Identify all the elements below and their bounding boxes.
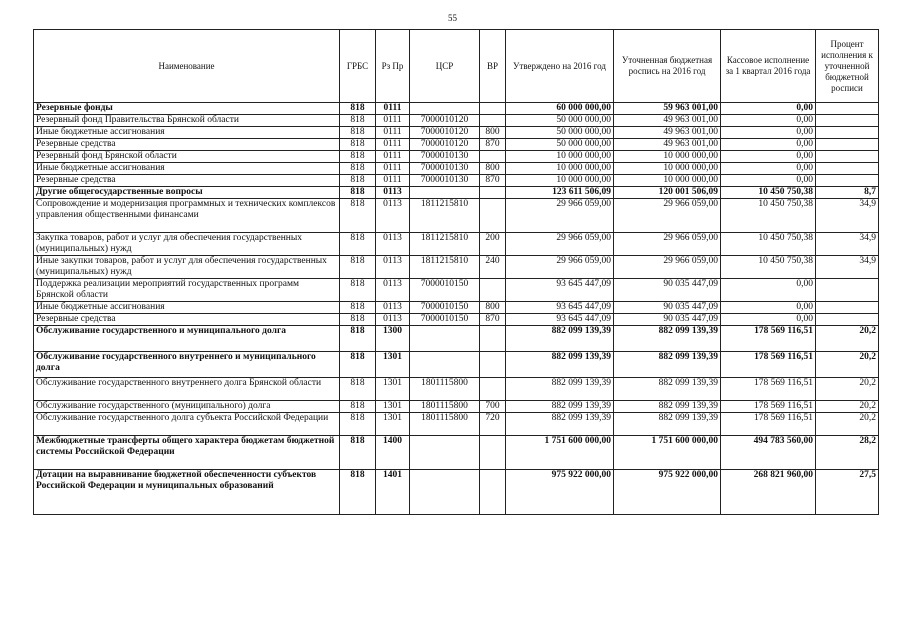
- cell-revised: 29 966 059,00: [614, 256, 721, 279]
- cell-percent: 8,7: [816, 187, 879, 199]
- cell-percent: 34,9: [816, 199, 879, 233]
- cell-approved: 29 966 059,00: [506, 199, 614, 233]
- header-row: [34, 30, 879, 103]
- cell-grbs: 818: [340, 401, 376, 413]
- cell-grbs: 818: [340, 352, 376, 378]
- cell-csr: 7000010130: [410, 163, 480, 175]
- cell-csr: 1801115800: [410, 378, 480, 401]
- cell-percent: [816, 127, 879, 139]
- cell-percent: [816, 151, 879, 163]
- cell-revised: 49 963 001,00: [614, 127, 721, 139]
- table-row: [34, 187, 879, 199]
- cell-name: Дотации на выравнивание бюджетной обеспеченности субъектов Российской Федерации и муниципальных образований: [34, 470, 340, 515]
- cell-approved: 50 000 000,00: [506, 127, 614, 139]
- cell-grbs: 818: [340, 127, 376, 139]
- cell-name: Резервный фонд Брянской области: [34, 151, 340, 163]
- table-row: [34, 163, 879, 175]
- table-row: [34, 199, 879, 233]
- cell-percent: 20,2: [816, 378, 879, 401]
- col-header-percent: Процент исполнения к уточненной бюджетной росписи: [816, 30, 879, 103]
- cell-vr: 200: [480, 233, 506, 256]
- cell-approved: 93 645 447,09: [506, 302, 614, 314]
- table-row: [34, 151, 879, 163]
- cell-revised: 49 963 001,00: [614, 115, 721, 127]
- cell-rzpr: 0111: [376, 151, 410, 163]
- table-row: [34, 378, 879, 401]
- cell-name: Обслуживание государственного внутреннего и муниципального долга: [34, 352, 340, 378]
- cell-cash: 178 569 116,51: [721, 413, 816, 436]
- cell-grbs: 818: [340, 378, 376, 401]
- cell-vr: 870: [480, 175, 506, 187]
- cell-percent: [816, 175, 879, 187]
- table-row: [34, 413, 879, 436]
- cell-csr: [410, 352, 480, 378]
- cell-percent: 34,9: [816, 233, 879, 256]
- col-header-revised: Уточненная бюджетная роспись на 2016 год: [614, 30, 721, 103]
- cell-cash: 0,00: [721, 302, 816, 314]
- cell-name: Поддержка реализации мероприятий государственных программ Брянской области: [34, 279, 340, 302]
- cell-revised: 120 001 506,09: [614, 187, 721, 199]
- cell-vr: [480, 352, 506, 378]
- cell-rzpr: 0111: [376, 139, 410, 151]
- cell-revised: 1 751 600 000,00: [614, 436, 721, 470]
- cell-grbs: 818: [340, 175, 376, 187]
- cell-revised: 10 000 000,00: [614, 163, 721, 175]
- cell-percent: 28,2: [816, 436, 879, 470]
- cell-revised: 90 035 447,09: [614, 314, 721, 326]
- table-row: [34, 314, 879, 326]
- cell-vr: [480, 199, 506, 233]
- cell-percent: 20,2: [816, 413, 879, 436]
- cell-name: Другие общегосударственные вопросы: [34, 187, 340, 199]
- cell-vr: 720: [480, 413, 506, 436]
- col-header-name: Наименование: [34, 30, 340, 103]
- cell-percent: 20,2: [816, 401, 879, 413]
- col-header-grbs: ГРБС: [340, 30, 376, 103]
- cell-vr: [480, 103, 506, 115]
- cell-percent: [816, 302, 879, 314]
- cell-revised: 29 966 059,00: [614, 233, 721, 256]
- cell-grbs: 818: [340, 279, 376, 302]
- cell-approved: 60 000 000,00: [506, 103, 614, 115]
- table-row: [34, 175, 879, 187]
- cell-grbs: 818: [340, 413, 376, 436]
- table-row: [34, 302, 879, 314]
- cell-rzpr: 0111: [376, 127, 410, 139]
- cell-revised: 882 099 139,39: [614, 378, 721, 401]
- cell-vr: [480, 470, 506, 515]
- cell-name: Обслуживание государственного внутреннего долга Брянской области: [34, 378, 340, 401]
- cell-cash: 494 783 560,00: [721, 436, 816, 470]
- budget-execution-table: [33, 29, 879, 515]
- cell-rzpr: 0113: [376, 233, 410, 256]
- cell-cash: 0,00: [721, 314, 816, 326]
- cell-name: Обслуживание государственного (муниципального) долга: [34, 401, 340, 413]
- cell-csr: 7000010150: [410, 314, 480, 326]
- cell-revised: 59 963 001,00: [614, 103, 721, 115]
- table-body: [34, 103, 879, 515]
- cell-csr: 1811215810: [410, 233, 480, 256]
- page-number: 55: [448, 13, 457, 23]
- col-header-cash: Кассовое исполнение за 1 квартал 2016 года: [721, 30, 816, 103]
- cell-cash: 0,00: [721, 279, 816, 302]
- cell-approved: 93 645 447,09: [506, 279, 614, 302]
- cell-name: Межбюджетные трансферты общего характера бюджетам бюджетной системы Российской Федерации: [34, 436, 340, 470]
- cell-percent: [816, 139, 879, 151]
- cell-approved: 123 611 506,09: [506, 187, 614, 199]
- col-header-vr: ВР: [480, 30, 506, 103]
- table-row: [34, 470, 879, 515]
- cell-rzpr: 0113: [376, 187, 410, 199]
- cell-approved: 29 966 059,00: [506, 256, 614, 279]
- cell-approved: 50 000 000,00: [506, 139, 614, 151]
- cell-approved: 29 966 059,00: [506, 233, 614, 256]
- cell-grbs: 818: [340, 326, 376, 352]
- cell-revised: 882 099 139,39: [614, 352, 721, 378]
- cell-vr: [480, 151, 506, 163]
- cell-csr: 7000010130: [410, 175, 480, 187]
- cell-name: Обслуживание государственного долга субъекта Российской Федерации: [34, 413, 340, 436]
- cell-cash: 178 569 116,51: [721, 378, 816, 401]
- cell-vr: [480, 378, 506, 401]
- cell-rzpr: 0113: [376, 314, 410, 326]
- table-row: [34, 233, 879, 256]
- cell-approved: 93 645 447,09: [506, 314, 614, 326]
- cell-percent: [816, 163, 879, 175]
- table-row: [34, 401, 879, 413]
- cell-percent: 20,2: [816, 326, 879, 352]
- cell-name: Закупка товаров, работ и услуг для обеспечения государственных (муниципальных) нужд: [34, 233, 340, 256]
- cell-rzpr: 1401: [376, 470, 410, 515]
- cell-revised: 882 099 139,39: [614, 401, 721, 413]
- cell-grbs: 818: [340, 233, 376, 256]
- cell-csr: [410, 103, 480, 115]
- cell-rzpr: 0113: [376, 279, 410, 302]
- cell-cash: 0,00: [721, 175, 816, 187]
- cell-rzpr: 1301: [376, 378, 410, 401]
- cell-name: Резервные средства: [34, 175, 340, 187]
- cell-name: Сопровождение и модернизация программных и технических комплексов управления общественными финансами: [34, 199, 340, 233]
- cell-rzpr: 1301: [376, 352, 410, 378]
- cell-percent: 27,5: [816, 470, 879, 515]
- cell-revised: 975 922 000,00: [614, 470, 721, 515]
- cell-cash: 0,00: [721, 139, 816, 151]
- cell-csr: 7000010120: [410, 115, 480, 127]
- cell-approved: 10 000 000,00: [506, 175, 614, 187]
- cell-grbs: 818: [340, 314, 376, 326]
- cell-rzpr: 0111: [376, 103, 410, 115]
- cell-approved: 10 000 000,00: [506, 163, 614, 175]
- cell-vr: [480, 115, 506, 127]
- cell-cash: 10 450 750,38: [721, 187, 816, 199]
- cell-rzpr: 1301: [376, 413, 410, 436]
- cell-revised: 90 035 447,09: [614, 279, 721, 302]
- cell-cash: 178 569 116,51: [721, 352, 816, 378]
- cell-grbs: 818: [340, 470, 376, 515]
- cell-percent: [816, 115, 879, 127]
- cell-vr: [480, 326, 506, 352]
- cell-percent: 20,2: [816, 352, 879, 378]
- cell-name: Иные бюджетные ассигнования: [34, 127, 340, 139]
- cell-name: Резервные средства: [34, 139, 340, 151]
- cell-grbs: 818: [340, 151, 376, 163]
- cell-name: Иные бюджетные ассигнования: [34, 163, 340, 175]
- cell-rzpr: 1300: [376, 326, 410, 352]
- cell-revised: 882 099 139,39: [614, 326, 721, 352]
- cell-cash: 10 450 750,38: [721, 199, 816, 233]
- cell-vr: [480, 187, 506, 199]
- cell-csr: 1811215810: [410, 256, 480, 279]
- cell-name: Обслуживание государственного и муниципального долга: [34, 326, 340, 352]
- cell-revised: 29 966 059,00: [614, 199, 721, 233]
- cell-csr: [410, 470, 480, 515]
- cell-grbs: 818: [340, 436, 376, 470]
- cell-csr: 7000010150: [410, 279, 480, 302]
- cell-cash: 268 821 960,00: [721, 470, 816, 515]
- cell-name: Резервные средства: [34, 314, 340, 326]
- cell-vr: 870: [480, 139, 506, 151]
- cell-name: Иные бюджетные ассигнования: [34, 302, 340, 314]
- table-row: [34, 326, 879, 352]
- cell-cash: 0,00: [721, 151, 816, 163]
- cell-revised: 49 963 001,00: [614, 139, 721, 151]
- table-row: [34, 279, 879, 302]
- cell-grbs: 818: [340, 256, 376, 279]
- cell-rzpr: 0113: [376, 256, 410, 279]
- cell-grbs: 818: [340, 187, 376, 199]
- cell-csr: 1811215810: [410, 199, 480, 233]
- cell-vr: 870: [480, 314, 506, 326]
- cell-cash: 178 569 116,51: [721, 326, 816, 352]
- cell-rzpr: 0111: [376, 115, 410, 127]
- cell-csr: 7000010120: [410, 127, 480, 139]
- cell-approved: 10 000 000,00: [506, 151, 614, 163]
- cell-vr: 240: [480, 256, 506, 279]
- cell-percent: 34,9: [816, 256, 879, 279]
- cell-percent: [816, 279, 879, 302]
- cell-cash: 10 450 750,38: [721, 233, 816, 256]
- cell-revised: 882 099 139,39: [614, 413, 721, 436]
- cell-csr: [410, 187, 480, 199]
- cell-grbs: 818: [340, 103, 376, 115]
- cell-revised: 90 035 447,09: [614, 302, 721, 314]
- cell-vr: 800: [480, 163, 506, 175]
- cell-rzpr: 1301: [376, 401, 410, 413]
- cell-revised: 10 000 000,00: [614, 175, 721, 187]
- cell-approved: 1 751 600 000,00: [506, 436, 614, 470]
- cell-vr: 700: [480, 401, 506, 413]
- cell-approved: 975 922 000,00: [506, 470, 614, 515]
- cell-approved: 50 000 000,00: [506, 115, 614, 127]
- cell-csr: 1801115800: [410, 413, 480, 436]
- cell-name: Иные закупки товаров, работ и услуг для обеспечения государственных (муниципальных) нужд: [34, 256, 340, 279]
- cell-cash: 0,00: [721, 163, 816, 175]
- cell-csr: 7000010130: [410, 151, 480, 163]
- cell-rzpr: 0111: [376, 163, 410, 175]
- table-row: [34, 436, 879, 470]
- cell-cash: 178 569 116,51: [721, 401, 816, 413]
- table-row: [34, 352, 879, 378]
- cell-rzpr: 1400: [376, 436, 410, 470]
- cell-grbs: 818: [340, 139, 376, 151]
- cell-rzpr: 0113: [376, 199, 410, 233]
- cell-percent: [816, 314, 879, 326]
- cell-csr: [410, 436, 480, 470]
- table-row: [34, 127, 879, 139]
- cell-name: Резервный фонд Правительства Брянской области: [34, 115, 340, 127]
- col-header-approved: Утверждено на 2016 год: [506, 30, 614, 103]
- cell-percent: [816, 103, 879, 115]
- cell-grbs: 818: [340, 115, 376, 127]
- cell-cash: 0,00: [721, 127, 816, 139]
- cell-vr: [480, 279, 506, 302]
- table-row: [34, 139, 879, 151]
- cell-grbs: 818: [340, 302, 376, 314]
- cell-approved: 882 099 139,39: [506, 326, 614, 352]
- cell-approved: 882 099 139,39: [506, 413, 614, 436]
- cell-cash: 0,00: [721, 115, 816, 127]
- cell-csr: 7000010120: [410, 139, 480, 151]
- table-row: [34, 115, 879, 127]
- col-header-rzpr: Рз Пр: [376, 30, 410, 103]
- cell-grbs: 818: [340, 163, 376, 175]
- cell-grbs: 818: [340, 199, 376, 233]
- cell-vr: 800: [480, 302, 506, 314]
- cell-csr: 1801115800: [410, 401, 480, 413]
- cell-revised: 10 000 000,00: [614, 151, 721, 163]
- table-row: [34, 103, 879, 115]
- cell-vr: 800: [480, 127, 506, 139]
- cell-csr: 7000010150: [410, 302, 480, 314]
- cell-rzpr: 0113: [376, 302, 410, 314]
- cell-approved: 882 099 139,39: [506, 352, 614, 378]
- cell-vr: [480, 436, 506, 470]
- col-header-csr: ЦСР: [410, 30, 480, 103]
- cell-approved: 882 099 139,39: [506, 401, 614, 413]
- cell-csr: [410, 326, 480, 352]
- cell-rzpr: 0111: [376, 175, 410, 187]
- cell-approved: 882 099 139,39: [506, 378, 614, 401]
- table-row: [34, 256, 879, 279]
- cell-name: Резервные фонды: [34, 103, 340, 115]
- cell-cash: 0,00: [721, 103, 816, 115]
- cell-cash: 10 450 750,38: [721, 256, 816, 279]
